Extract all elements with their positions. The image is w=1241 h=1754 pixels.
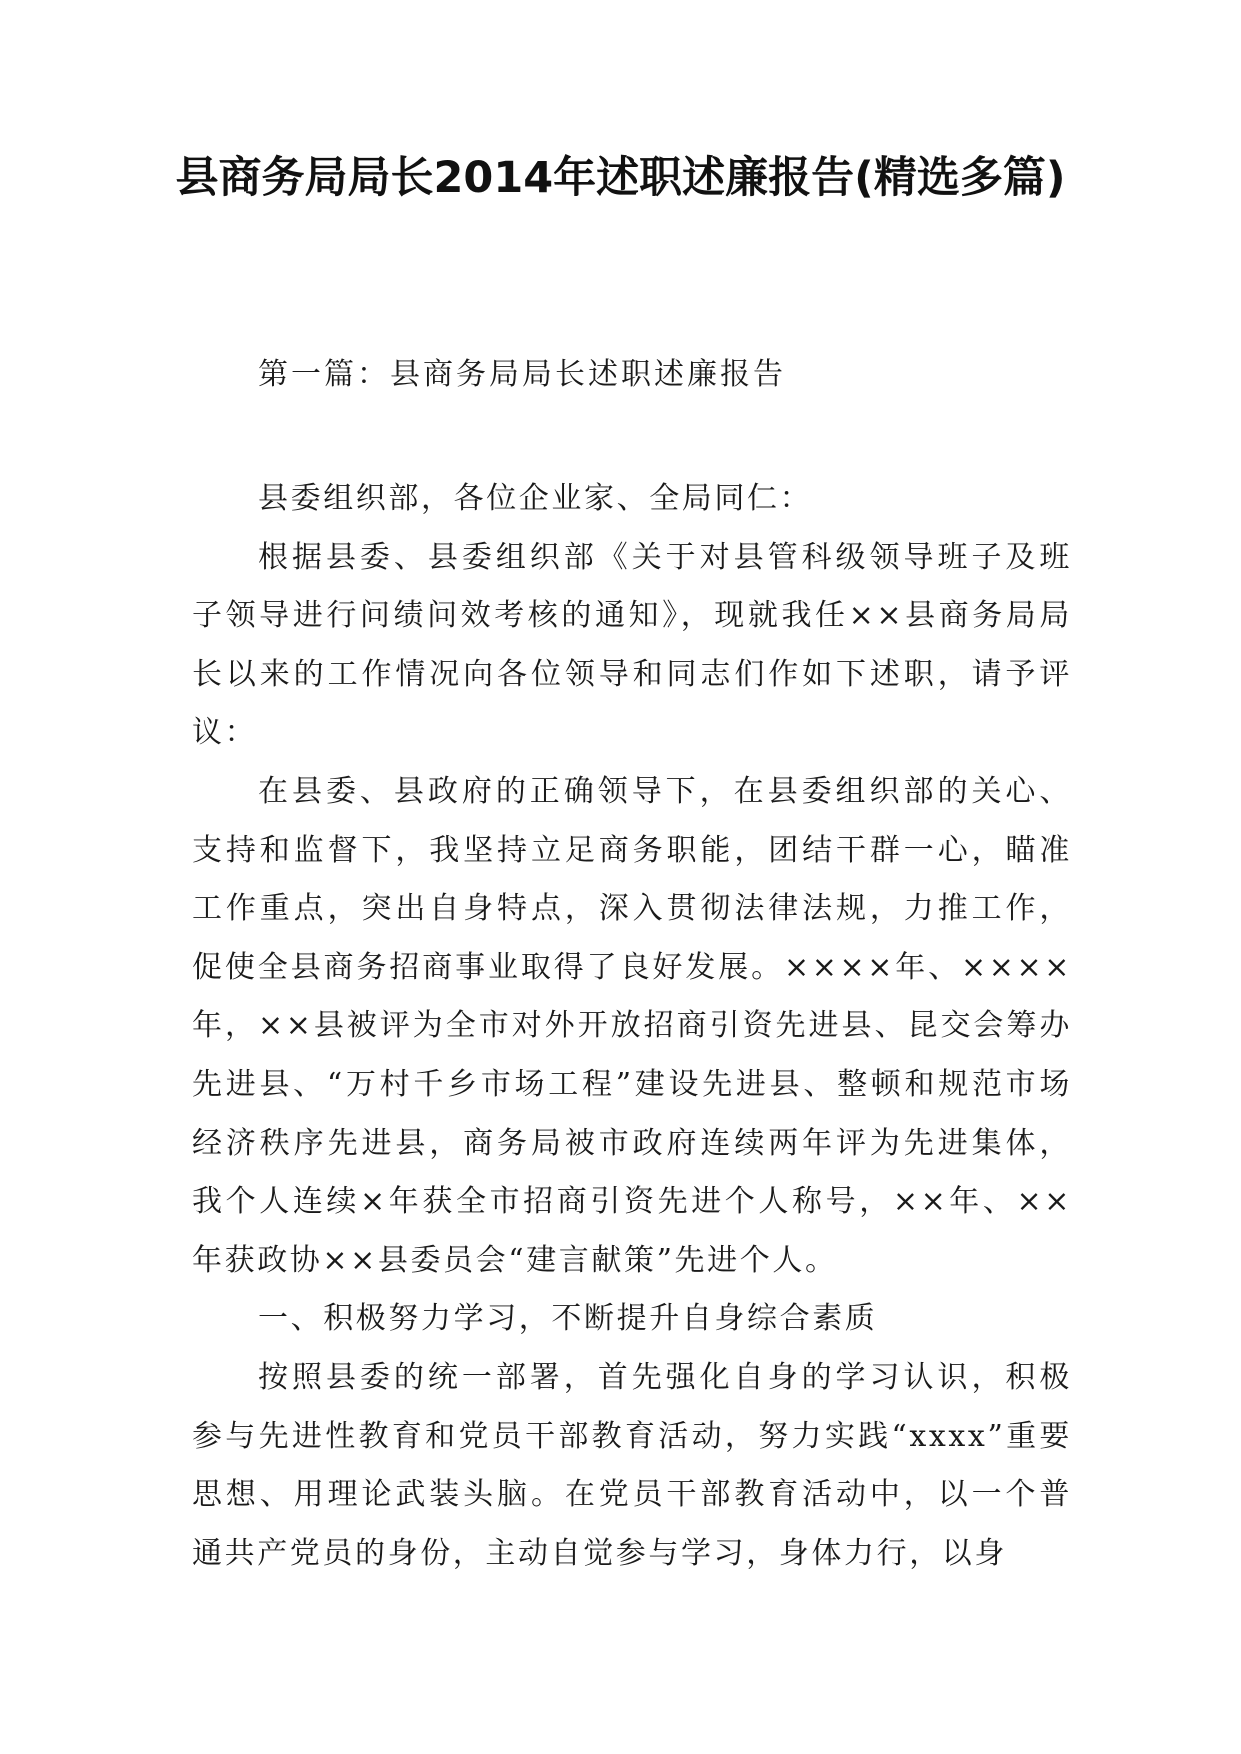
section-heading: 一、积极努力学习，不断提升自身综合素质	[258, 1301, 878, 1337]
section-subtitle: 第一篇：县商务局局长述职述廉报告	[258, 357, 786, 392]
salutation-paragraph: 县委组织部，各位企业家、全局同仁：	[258, 481, 813, 516]
body-paragraph: 按照县委的统一部署，首先强化自身的学习认识，积极参与先进性教育和党员干部教育活动，努力实践“xxxx”重要思想、用理论武装头脑。在党员干部教育活动中，以一个普通共产党员的身份，主动自觉参与学习，身体力行，以身	[192, 1359, 1072, 1571]
document-title: 县商务局局长2014年述职述廉报告(精选多篇)	[175, 153, 1066, 203]
body-paragraph: 在县委、县政府的正确领导下，在县委组织部的关心、支持和监督下，我坚持立足商务职能，团结干群一心，瞄准工作重点，突出自身特点，深入贯彻法律法规，力推工作，促使全县商务招商事业取得了良好发展。××××年、××××年，××县被评为全市对外开放招商引资先进县、昆交会筹办先进县、“万村千乡市场工程”建设先进县、整顿和规范市场经济秩序先进县，商务局被市政府连续两年评为先进集体，我个人连续×年获全市招商引资先进个人称号，××年、××年获政协××县委员会“建言献策”先进个人。	[192, 773, 1072, 1278]
document-body	[192, 470, 1072, 1583]
body-paragraph: 根据县委、县委组织部《关于对县管科级领导班子及班子领导进行问绩问效考核的通知》，现就我任××县商务局局长以来的工作情况向各位领导和同志们作如下述职，请予评议：	[192, 539, 1072, 751]
